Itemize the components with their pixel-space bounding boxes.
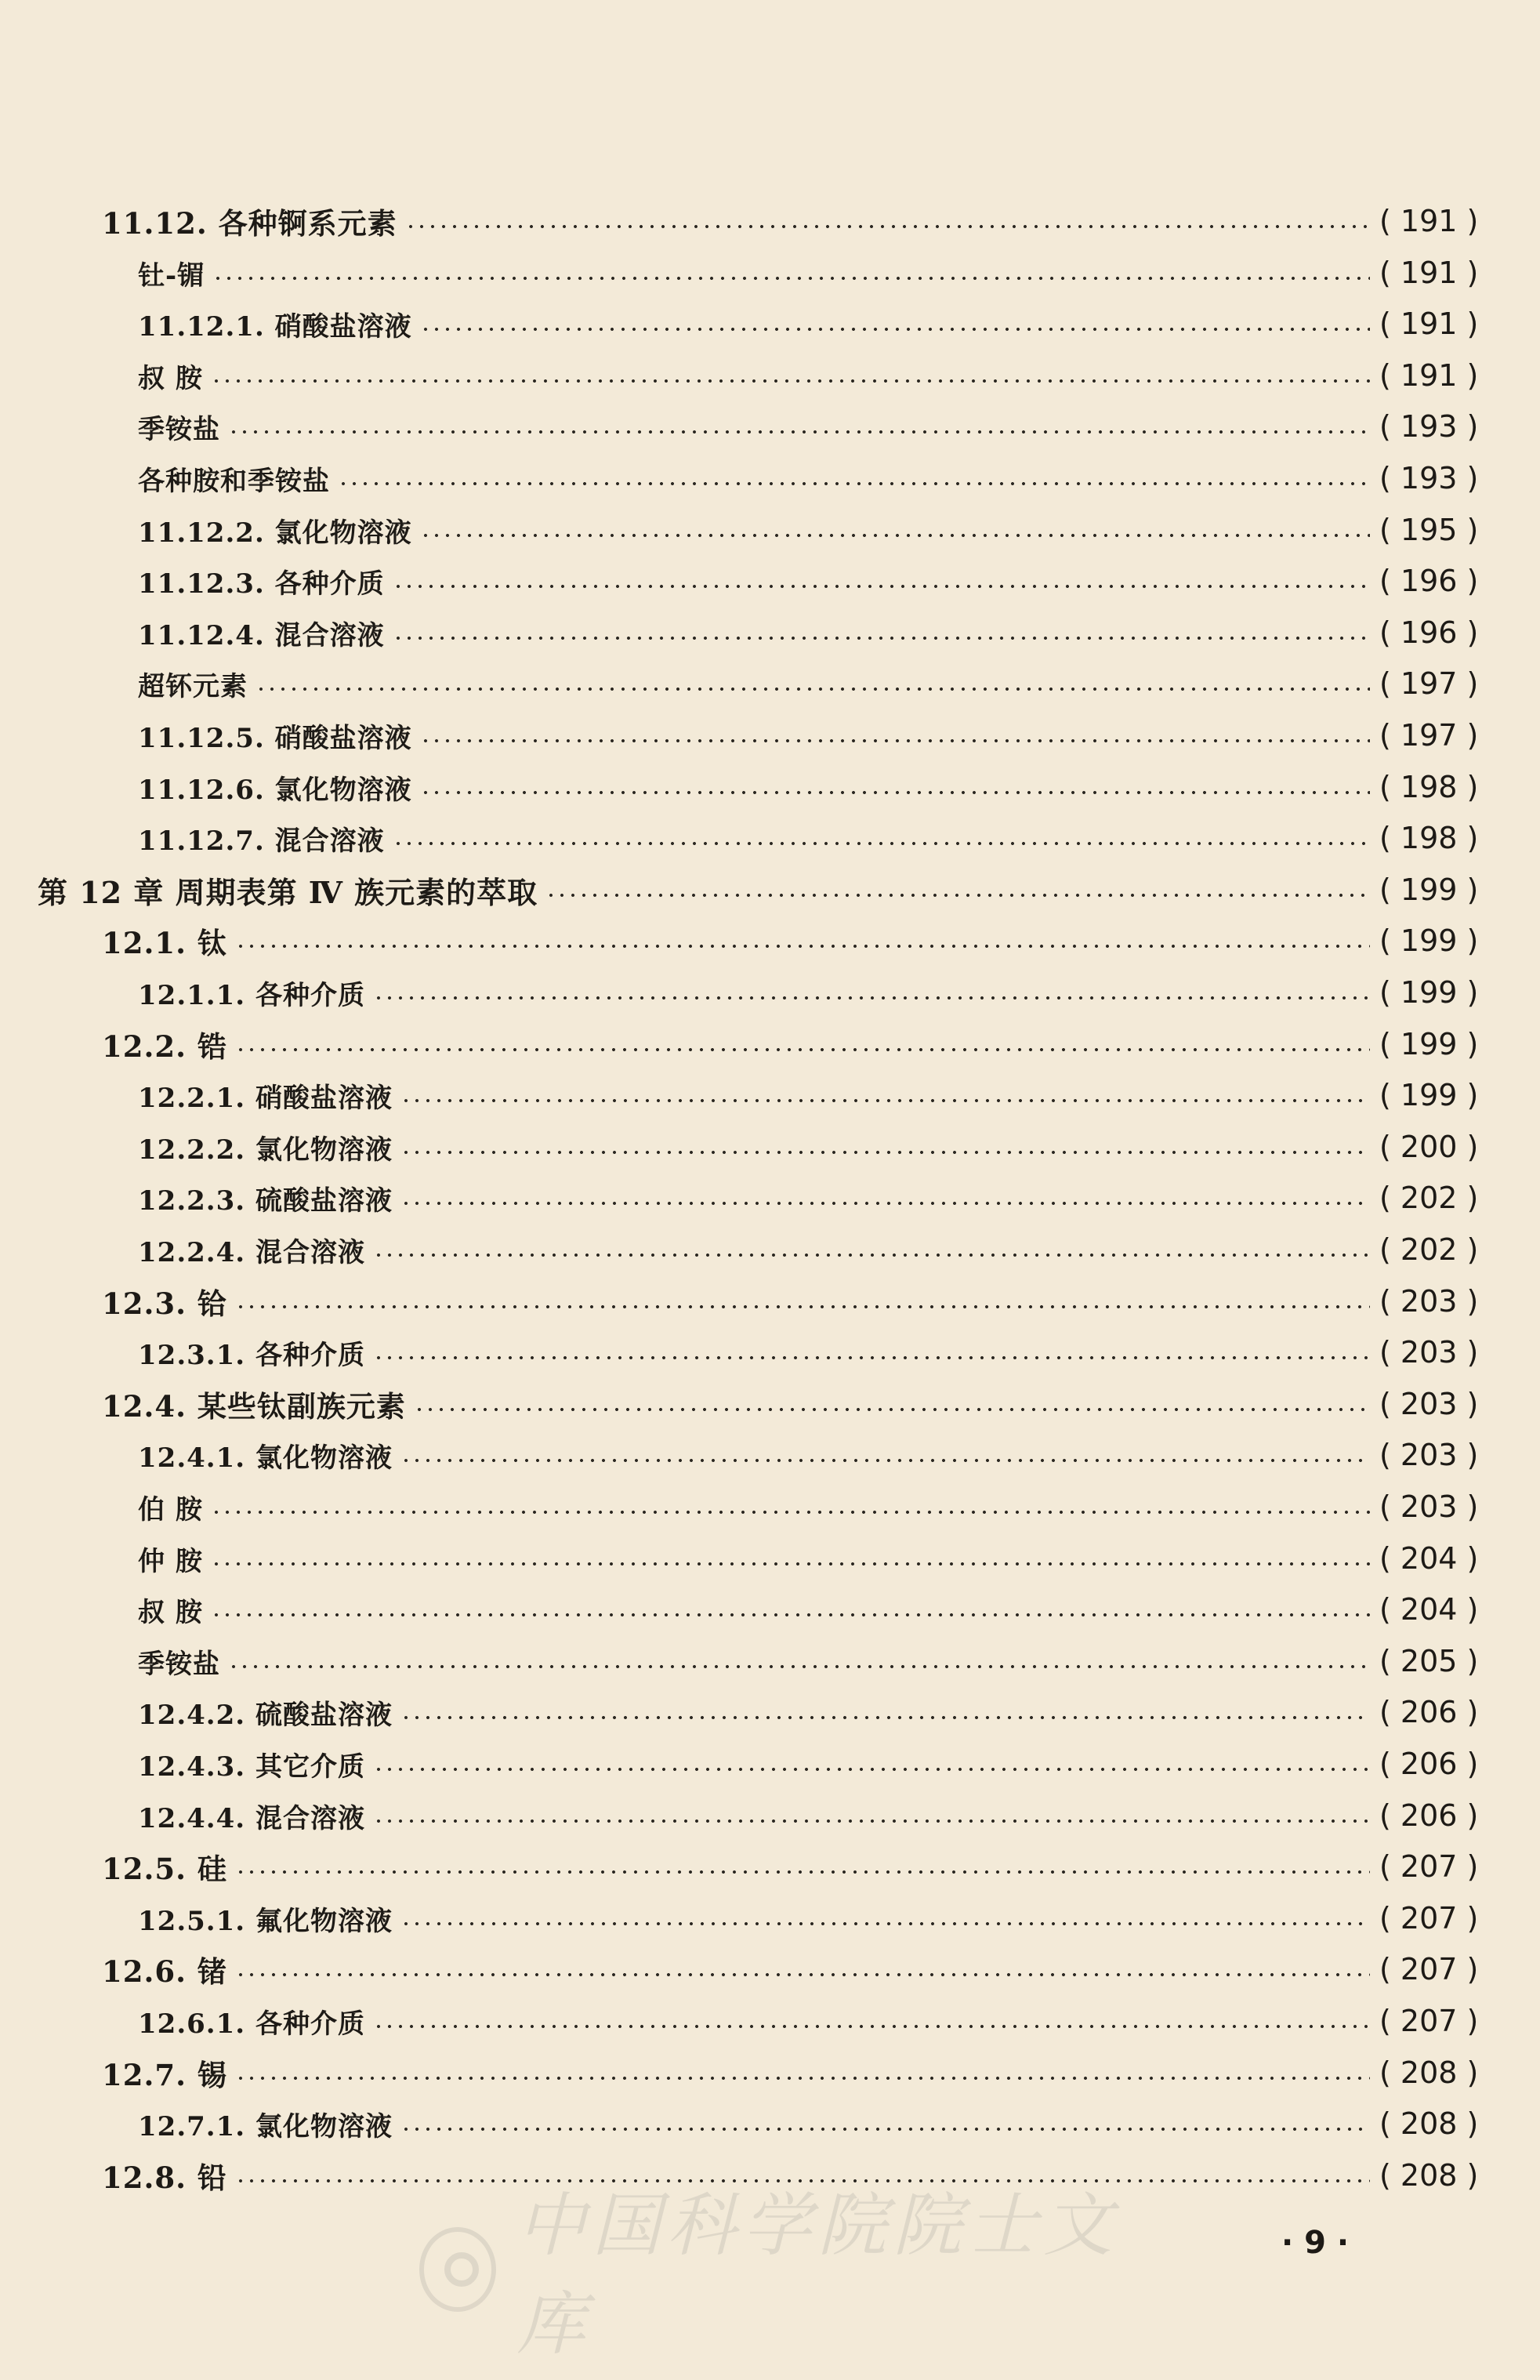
dot-leader (373, 996, 1370, 1000)
toc-entry-title: 12.2.1. 硝酸盐溶液 (138, 1082, 393, 1114)
toc-entry-page: ( 195 ) (1379, 513, 1479, 547)
toc-entry-title: 各种胺和季铵盐 (138, 465, 330, 497)
dot-leader (228, 1665, 1370, 1668)
toc-entry-page: ( 204 ) (1379, 1592, 1479, 1627)
dot-leader (400, 2128, 1370, 2131)
dot-leader (393, 585, 1370, 588)
dot-leader (405, 225, 1370, 228)
toc-entry-page: ( 199 ) (1379, 1078, 1479, 1112)
toc-entry-page: ( 202 ) (1379, 1232, 1479, 1267)
toc-entry-title: 12.4.2. 硫酸盐溶液 (138, 1699, 393, 1731)
toc-entry (0, 299, 1540, 349)
toc-entry-page: ( 191 ) (1379, 204, 1479, 238)
toc-entry (0, 1739, 1540, 1789)
toc-entry-title: 12.6.1. 各种介质 (138, 2008, 365, 2040)
toc-entry (0, 1533, 1540, 1584)
toc-entry-title: 12.1.1. 各种介质 (138, 979, 365, 1011)
toc-entry (0, 658, 1540, 709)
toc-entry-title: 超钚元素 (138, 670, 248, 702)
toc-entry (0, 1482, 1540, 1532)
dot-leader (255, 688, 1370, 691)
toc-entry-title: 12.3. 铪 (102, 1286, 227, 1321)
dot-leader (211, 379, 1370, 383)
toc-entry-title: 12.4.4. 混合溶液 (138, 1802, 365, 1834)
toc-entry-page: ( 207 ) (1379, 2004, 1479, 2038)
dot-leader (400, 1202, 1370, 1205)
toc-entry (0, 1224, 1540, 1275)
dot-leader (393, 637, 1370, 640)
toc-entry-page: ( 197 ) (1379, 718, 1479, 753)
toc-entry-title: 12.4.3. 其它介质 (138, 1751, 365, 1783)
toc-entry-title: 12.7.1. 氯化物溶液 (138, 2110, 393, 2142)
toc-entry-page: ( 196 ) (1379, 564, 1479, 598)
toc-entry (0, 1379, 1540, 1429)
toc-entry-title: 11.12.4. 混合溶液 (138, 619, 385, 651)
dot-leader (228, 430, 1370, 434)
toc-entry (0, 1996, 1540, 2046)
toc-entry (0, 1173, 1540, 1223)
toc-entry-title: 11.12.7. 混合溶液 (138, 825, 385, 857)
dot-leader (420, 739, 1370, 742)
toc-entry-title: 11.12. 各种锕系元素 (102, 206, 397, 241)
toc-entry (0, 1070, 1540, 1120)
toc-entry (0, 1430, 1540, 1480)
dot-leader (414, 1408, 1370, 1411)
toc-entry-page: ( 203 ) (1379, 1335, 1479, 1370)
toc-entry-title: 钍-镅 (138, 259, 205, 292)
toc-entry-title: 叔 胺 (138, 1596, 203, 1628)
toc-entry-title: 11.12.2. 氯化物溶液 (138, 517, 412, 549)
dot-leader (400, 1099, 1370, 1102)
watermark-text: 中国科学院院士文库 (516, 2185, 1119, 2364)
toc-entry-title: 12.6. 锗 (102, 1954, 227, 1989)
toc-entry (0, 1841, 1540, 1892)
toc-entry-title: 伯 胺 (138, 1493, 203, 1526)
toc-entry (0, 401, 1540, 452)
toc-entry-title: 12.5. 硅 (102, 1852, 227, 1886)
toc-entry-page: ( 191 ) (1379, 307, 1479, 341)
toc-entry-page: ( 207 ) (1379, 1849, 1479, 1884)
dot-leader (373, 1768, 1370, 1771)
toc-entry-title: 11.12.5. 硝酸盐溶液 (138, 722, 412, 754)
toc-entry (0, 1893, 1540, 1943)
toc-entry-title: 12.2.4. 混合溶液 (138, 1236, 365, 1268)
toc-entry-title: 季铵盐 (138, 1648, 220, 1680)
toc-entry-page: ( 199 ) (1379, 1027, 1479, 1061)
toc-entry-page: ( 191 ) (1379, 256, 1479, 290)
toc-entry-title: 第 12 章 周期表第 Ⅳ 族元素的萃取 (38, 874, 538, 910)
toc-entry-page: ( 208 ) (1379, 2106, 1479, 2141)
toc-entry (0, 196, 1540, 246)
toc-entry-page: ( 203 ) (1379, 1489, 1479, 1524)
toc-entry-page: ( 203 ) (1379, 1284, 1479, 1319)
toc-entry-title: 季铵盐 (138, 413, 220, 445)
toc-entry (0, 762, 1540, 812)
toc-entry (0, 1019, 1540, 1069)
toc-entry-page: ( 197 ) (1379, 666, 1479, 701)
dot-leader (373, 1253, 1370, 1257)
dot-leader (400, 1459, 1370, 1462)
toc-entry-title: 12.8. 铅 (102, 2161, 227, 2195)
toc-entry-page: ( 205 ) (1379, 1644, 1479, 1678)
toc-entry-title: 12.2.3. 硫酸盐溶液 (138, 1185, 393, 1217)
toc-entry (0, 2099, 1540, 2149)
toc-entry-title: 11.12.6. 氯化物溶液 (138, 774, 412, 806)
toc-entry-page: ( 207 ) (1379, 1901, 1479, 1936)
toc-entry (0, 556, 1540, 606)
toc-entry-page: ( 208 ) (1379, 2158, 1479, 2193)
dot-leader (545, 894, 1370, 897)
toc-entry (0, 1122, 1540, 1172)
dot-leader (400, 1922, 1370, 1925)
toc-entry-title: 12.1. 钛 (102, 926, 227, 960)
toc-entry (0, 1687, 1540, 1737)
toc-entry-title: 11.12.1. 硝酸盐溶液 (138, 310, 412, 343)
toc-entry (0, 813, 1540, 863)
toc-entry-page: ( 196 ) (1379, 615, 1479, 650)
toc-entry-page: ( 191 ) (1379, 358, 1479, 393)
toc-entry-page: ( 203 ) (1379, 1387, 1479, 1421)
dot-leader (235, 1305, 1370, 1308)
dot-leader (393, 842, 1370, 845)
academy-seal-icon (419, 2227, 496, 2312)
toc-entry (0, 1327, 1540, 1377)
dot-leader (373, 2025, 1370, 2028)
dot-leader (400, 1151, 1370, 1154)
toc-entry (0, 1584, 1540, 1634)
dot-leader (235, 1870, 1370, 1874)
dot-leader (400, 1716, 1370, 1719)
dot-leader (420, 791, 1370, 794)
toc-entry-page: ( 199 ) (1379, 975, 1479, 1010)
toc-entry-title: 12.7. 锡 (102, 2058, 227, 2092)
dot-leader (212, 277, 1370, 280)
toc-entry-page: ( 199 ) (1379, 873, 1479, 907)
toc-entry (0, 505, 1540, 555)
toc-entry-page: ( 206 ) (1379, 1747, 1479, 1781)
dot-leader (420, 328, 1370, 331)
dot-leader (373, 1819, 1370, 1823)
toc-entry (0, 967, 1540, 1018)
toc-entry-page: ( 204 ) (1379, 1541, 1479, 1576)
toc-entry-page: ( 207 ) (1379, 1952, 1479, 1986)
toc-entry (0, 350, 1540, 401)
toc-entry-page: ( 206 ) (1379, 1798, 1479, 1833)
toc-entry-title: 12.4.1. 氯化物溶液 (138, 1442, 393, 1474)
toc-entry (0, 1944, 1540, 1994)
toc-entry-title: 叔 胺 (138, 362, 203, 394)
dot-leader (235, 1973, 1370, 1976)
toc-entry-title: 11.12.3. 各种介质 (138, 568, 385, 600)
toc-entry-page: ( 200 ) (1379, 1130, 1479, 1164)
toc-entry-title: 12.4. 某些钛副族元素 (102, 1389, 406, 1424)
toc-entry-title: 12.2.2. 氯化物溶液 (138, 1134, 393, 1166)
toc-entry-title: 12.5.1. 氟化物溶液 (138, 1905, 393, 1937)
toc-entry (0, 453, 1540, 503)
page-number: · 9 · (1281, 2225, 1350, 2261)
toc-entry (0, 1276, 1540, 1326)
toc-entry (0, 2048, 1540, 2098)
toc-entry-title: 仲 胺 (138, 1545, 203, 1577)
dot-leader (211, 1511, 1370, 1514)
toc-entry (0, 865, 1540, 915)
toc-entry-page: ( 198 ) (1379, 770, 1479, 804)
dot-leader (235, 1048, 1370, 1051)
toc-entry-page: ( 198 ) (1379, 821, 1479, 855)
toc-entry (0, 248, 1540, 298)
dot-leader (235, 2077, 1370, 2080)
toc-entry-page: ( 206 ) (1379, 1695, 1479, 1729)
toc-entry (0, 710, 1540, 760)
dot-leader (373, 1356, 1370, 1359)
toc-entry-page: ( 202 ) (1379, 1181, 1479, 1215)
toc-entry (0, 608, 1540, 658)
dot-leader (338, 482, 1370, 485)
toc-entry-page: ( 208 ) (1379, 2055, 1479, 2090)
toc-entry (0, 1636, 1540, 1686)
toc-entry-title: 12.2. 锆 (102, 1029, 227, 1064)
toc-entry-page: ( 199 ) (1379, 923, 1479, 958)
dot-leader (211, 1613, 1370, 1616)
toc-entry-page: ( 193 ) (1379, 461, 1479, 495)
dot-leader (420, 534, 1370, 537)
watermark (419, 2185, 1125, 2364)
toc-entry-page: ( 193 ) (1379, 409, 1479, 444)
toc-entry-page: ( 203 ) (1379, 1438, 1479, 1472)
dot-leader (211, 1562, 1370, 1566)
toc-entry (0, 916, 1540, 966)
dot-leader (235, 945, 1370, 948)
toc-entry (0, 1790, 1540, 1841)
toc-entry-title: 12.3.1. 各种介质 (138, 1339, 365, 1371)
